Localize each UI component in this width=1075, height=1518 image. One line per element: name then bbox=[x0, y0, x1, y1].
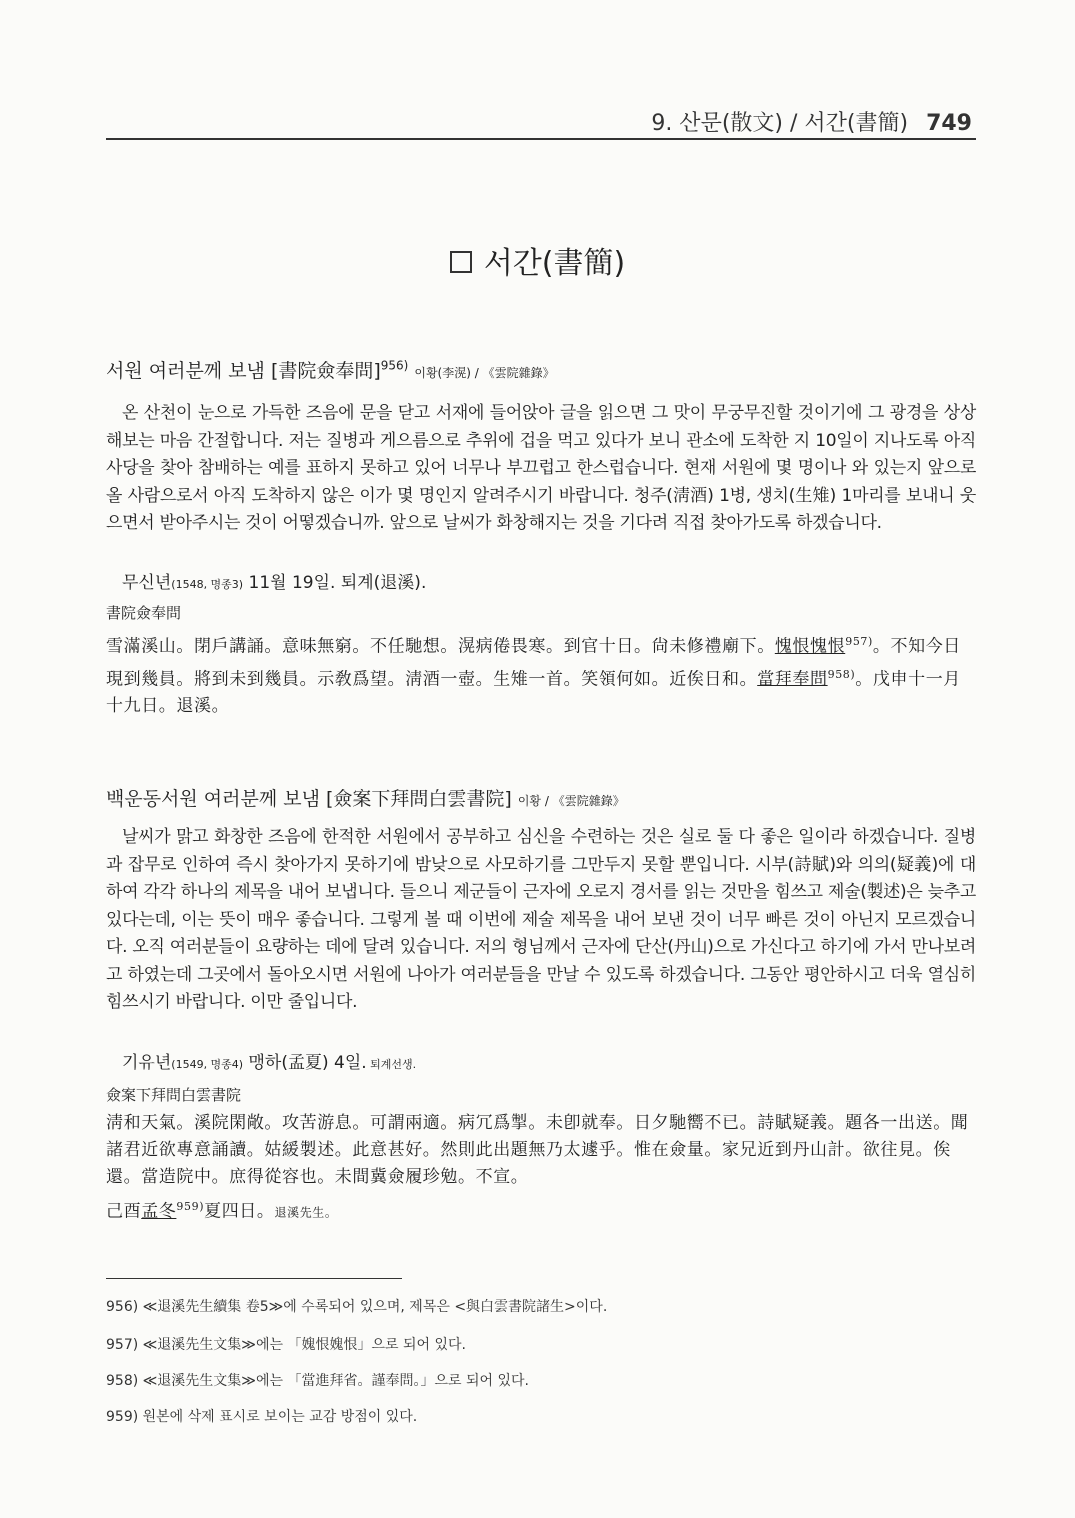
square-bullet-icon bbox=[450, 251, 472, 273]
footnote-ref: 956) bbox=[380, 358, 409, 373]
hanja-text: 。不知今日現到幾員。將到未到幾員。示敎爲望。淸酒一壺。生雉一首。笑領何如。近俟日和。 bbox=[106, 636, 961, 690]
date-main: 기유년 bbox=[122, 1053, 172, 1073]
date-main: 무신년 bbox=[122, 573, 172, 593]
date-paren: (1548, 명종3) bbox=[171, 578, 244, 591]
hanja-text: 雪滿溪山。閉戶講誦。意味無窮。不任馳想。滉病倦畏寒。到官十日。尙未修禮廟下。 bbox=[106, 636, 775, 657]
running-header bbox=[106, 106, 976, 140]
footnote-ref: 959) bbox=[176, 1200, 205, 1213]
letter-meta: 이황 / 《雲院雜錄》 bbox=[517, 794, 625, 808]
hanja-underlined: 孟冬 bbox=[141, 1201, 177, 1222]
hanja-title: 書院僉奉問 bbox=[106, 604, 182, 622]
date-rest: 맹하(孟夏) 4일. bbox=[243, 1053, 367, 1073]
hanja-signature: 退溪先生。 bbox=[274, 1205, 338, 1220]
letter-title bbox=[106, 356, 976, 383]
hanja-body bbox=[106, 628, 976, 720]
hanja-text: 。戊申十一月十九日。退溪。 bbox=[106, 669, 961, 717]
date-rest: 11월 19일. 퇴계(退溪). bbox=[243, 573, 427, 593]
letter-body: 날씨가 맑고 화창한 즈음에 한적한 서원에서 공부하고 심신을 수련하는 것은 실로 둘 다 좋은 일이라 하겠습니다. 질병과 잡무로 인하여 즉시 찾아가지 못하기에 밤낮으로 사모하기를 그만두지 못할 뿐입니다. 시부(詩賦)와 의의(疑義)에 대하여 각각 하나의 제목을 내어 보냅니다. 들으니 제군들이 근자에 오로지 경서를 읽는 것만을 힘쓰고 제술(製述)은 늦추고 있다는데, 이는 뜻이 매우 좋습니다. 그렇게 볼 때 이번에 제술 제목을 내어 보낸 것이 너무 빠른 것이 아닌지 모르겠습니다. 오직 여러분들이 요량하는 데에 달려 있습니다. 저의 형님께서 근자에 단산(丹山)으로 가신다고 하기에 가서 만나보려고 하였는데 그곳에서 돌아오시면 서원에 나아가 여러분들을 만날 수 있도록 하겠습니다. 그동안 평안하시고 더욱 열심히 힘쓰시기 바랍니다. 이만 줄입니다. bbox=[106, 827, 976, 1012]
footnote: 958) ≪退溪先生文集≫에는 「當進拜省。謹奉問。」으로 되어 있다. bbox=[106, 1373, 529, 1389]
section-title-text: 서간(書簡) bbox=[483, 246, 626, 281]
footnote-rule bbox=[106, 1278, 402, 1279]
footnote: 956) ≪退溪先生續集 卷5≫에 수록되어 있으며, 제목은 <與白雲書院諸生>이다. bbox=[106, 1299, 608, 1315]
hanja-text: 淸和天氣。溪院閑敞。攻苦游息。可謂兩適。病冗爲掣。未卽就奉。日夕馳嚮不已。詩賦疑義。題各一出送。聞諸君近欲專意誦讀。姑緩製述。此意甚好。然則此出題無乃太遽乎。惟在僉量。家兄近到丹山計。欲往見。俟還。當造院中。庶得從容也。未間冀僉履珍勉。不宣。 bbox=[106, 1113, 969, 1187]
footnote-ref: 957) bbox=[845, 635, 873, 648]
letter-title-text: 백운동서원 여러분께 보냄 [僉案下拜問白雲書院] bbox=[106, 788, 512, 810]
hanja-body bbox=[106, 1110, 976, 1191]
page-number: 749 bbox=[926, 111, 972, 136]
date-paren: (1549, 명종4) bbox=[171, 1058, 244, 1071]
letter-body: 온 산천이 눈으로 가득한 즈음에 문을 닫고 서재에 들어앉아 글을 읽으면 그 맛이 무궁무진할 것이기에 그 광경을 상상해보는 마음 간절합니다. 저는 질병과 게으름으로 추위에 겁을 먹고 있다가 보니 관소에 도착한 지 10일이 지나도록 아직 사당을 찾아 참배하는 예를 표하지 못하고 있어 너무나 부끄럽고 한스럽습니다. 현재 서원에 몇 명이나 와 있는지 앞으로 올 사람으로서 아직 도착하지 않은 이가 몇 명인지 알려주시기 바랍니다. 청주(淸酒) 1병, 생치(生雉) 1마리를 보내니 웃으면서 받아주시는 것이 어떻겠습니까. 앞으로 날씨가 화창해지는 것을 기다려 직접 찾아가도록 하겠습니다. bbox=[106, 403, 976, 533]
footnote-ref: 958) bbox=[827, 667, 856, 681]
date-signature: 퇴계선생. bbox=[366, 1058, 417, 1071]
letter-meta: 이황(李滉) / 《雲院雜錄》 bbox=[414, 366, 555, 380]
hanja-date bbox=[106, 1193, 976, 1227]
hanja-date-text: 己酉 bbox=[106, 1201, 142, 1222]
footnote: 957) ≪退溪先生文集≫에는 「媿恨媿恨」으로 되어 있다. bbox=[106, 1337, 466, 1353]
hanja-title: 僉案下拜問白雲書院 bbox=[106, 1086, 242, 1104]
date-line bbox=[122, 1048, 416, 1073]
hanja-underlined: 愧恨愧恨 bbox=[774, 636, 846, 657]
hanja-date-text: 夏四日。 bbox=[204, 1201, 275, 1222]
letter-title-text: 서원 여러분께 보냄 [書院僉奉問] bbox=[106, 360, 381, 382]
date-line bbox=[122, 568, 426, 593]
section-title bbox=[0, 238, 1075, 282]
footnote: 959) 원본에 삭제 표시로 보이는 교감 방점이 있다. bbox=[106, 1409, 418, 1425]
hanja-underlined: 當拜奉問 bbox=[757, 669, 828, 690]
header-section: 9. 산문(散文) / 서간(書簡) bbox=[651, 111, 909, 136]
header-text bbox=[651, 106, 972, 137]
letter-title bbox=[106, 784, 976, 811]
